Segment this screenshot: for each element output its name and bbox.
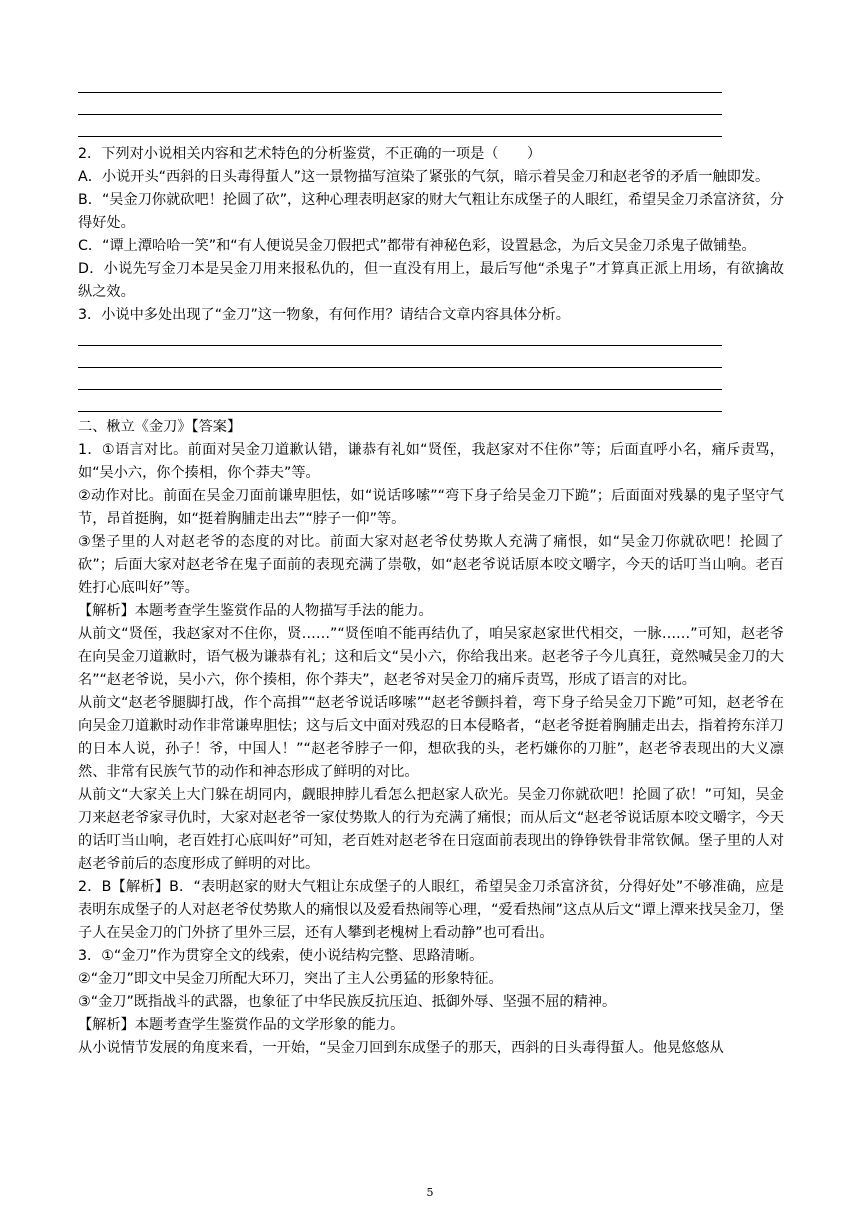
answer-line <box>78 92 722 93</box>
answer-paragraph: 从前文“大家关上大门躲在胡同内，觑眼抻脖儿看怎么把赵家人砍光。吴金刀你就砍吧！抡圆了砍！”可知，吴金刀来赵老爷家寻仇时，大家对赵老爷一家仗势欺人的行为充满了痛恨；而从后文“赵老爷说话原本咬文嚼字，今天的话叮当山响，老百姓打心底叫好”可知，老百姓对赵老爷在日寇面前表现出的铮铮铁骨非常钦佩。堡子里的人对赵老爷前后的态度形成了鲜明的对比。 <box>78 787 784 872</box>
answer-lines-q1 <box>78 92 784 137</box>
analysis-heading: 【解析】本题考查学生鉴赏作品的文学形象的能力。 <box>78 1017 405 1033</box>
document-page <box>78 78 784 1060</box>
answer-lines-q3 <box>78 345 784 412</box>
question-3 <box>78 304 784 327</box>
answer-line <box>78 367 722 368</box>
answer-line <box>78 411 722 412</box>
answer-paragraph: 2．B【解析】B．“表明赵家的财大气粗让东成堡子的人眼红，希望吴金刀杀富济贫，分得好处”不够准确，应是表明东成堡子的人对赵老爷仗势欺人的痛恨以及爱看热闹等心理，“爱看热闹”这点从后文“谭上潭来找吴金刀，堡子人在吴金刀的门外挤了里外三层，还有人攀到老槐树上看动静”也可看出。 <box>78 879 784 941</box>
question-2-stem: 2．下列对小说相关内容和艺术特色的分析鉴赏，不正确的一项是（ ） <box>78 146 542 162</box>
answer-line <box>78 345 722 346</box>
question-3-stem: 3．小说中多处出现了“金刀”这一物象，有何作用？请结合文章内容具体分析。 <box>78 307 570 323</box>
answer-paragraph: 1．①语言对比。前面对吴金刀道歉认错，谦恭有礼如“贤侄，我赵家对不住你”等；后面直呼小名，痛斥责骂，如“吴小六，你个揍相，你个莽夫”等。 <box>78 442 784 481</box>
answer-line <box>78 136 722 137</box>
answer-paragraph: 从小说情节发展的角度来看，一开始，“吴金刀回到东成堡子的那天，西斜的日头毒得蜇人。他晃悠悠从 <box>78 1040 724 1056</box>
answer-paragraph: ③“金刀”既指战斗的武器，也象征了中华民族反抗压迫、抵御外辱、坚强不屈的精神。 <box>78 994 617 1010</box>
option-a: A．小说开头“西斜的日头毒得蜇人”这一景物描写渲染了紧张的气氛，暗示着吴金刀和赵老爷的矛盾一触即发。 <box>78 169 770 185</box>
answer-paragraph: 从前文“贤侄，我赵家对不住你，贤……”“贤侄咱不能再结仇了，咱吴家赵家世代相交，一脉……”可知，赵老爷在向吴金刀道歉时，语气极为谦恭有礼；这和后文“吴小六，你给我出来。赵老爷子今儿真狂，竟然喊吴金刀的大名”“赵老爷说，吴小六，你个揍相，你个莽夫”，赵老爷对吴金刀的痛斥责骂，形成了语言的对比。 <box>78 626 784 688</box>
page-number: 5 <box>426 1186 434 1199</box>
answer-paragraph: ②动作对比。前面在吴金刀面前谦卑胆怯，如“说话哆嗦”“弯下身子给吴金刀下跪”；后面面对残暴的鬼子坚守气节，昂首挺胸，如“挺着胸脯走出去”“脖子一仰”等。 <box>78 488 784 527</box>
option-b: B．“吴金刀你就砍吧！抡圆了砍”，这种心理表明赵家的财大气粗让东成堡子的人眼红，希望吴金刀杀富济贫，分得好处。 <box>78 192 784 231</box>
option-d: D．小说先写金刀本是吴金刀用来报私仇的，但一直没有用上，最后写他“杀鬼子”才算真正派上用场，有欲擒故纵之效。 <box>78 261 784 300</box>
answer-paragraph: 从前文“赵老爷腿脚打战，作个高揖”“赵老爷说话哆嗦”“赵老爷颤抖着，弯下身子给吴金刀下跪”可知，赵老爷在向吴金刀道歉时动作非常谦卑胆怯；这与后文中面对残忍的日本侵略者，“赵老爷挺着胸脯走出去，指着挎东洋刀的日本人说，孙子！爷，中国人！”“赵老爷脖子一仰，想砍我的头，老朽嫌你的刀脏”，赵老爷表现出的大义凛然、非常有民族气节的动作和神态形成了鲜明的对比。 <box>78 695 784 780</box>
answer-paragraph: ③堡子里的人对赵老爷的态度的对比。前面大家对赵老爷仗势欺人充满了痛恨，如“吴金刀你就砍吧！抡圆了砍”；后面大家对赵老爷在鬼子面前的表现充满了崇敬，如“赵老爷说话原本咬文嚼字，今天的话叮当山响。老百姓打心底叫好”等。 <box>78 534 784 596</box>
section-title: 二、楸立《金刀》【答案】 <box>78 419 242 435</box>
option-c: C．“谭上潭哈哈一笑”和“有人便说吴金刀假把式”都带有神秘色彩，设置悬念，为后文吴金刀杀鬼子做铺垫。 <box>78 238 756 254</box>
question-2 <box>78 143 784 304</box>
answer-line <box>78 114 722 115</box>
answer-section <box>78 416 784 1060</box>
answer-line <box>78 389 722 390</box>
analysis-heading: 【解析】本题考查学生鉴赏作品的人物描写手法的能力。 <box>78 603 433 619</box>
answer-paragraph: ②“金刀”即文中吴金刀所配大环刀，突出了主人公勇猛的形象特征。 <box>78 971 503 987</box>
answer-paragraph: 3．①“金刀”作为贯穿全文的线索，使小说结构完整、思路清晰。 <box>78 948 484 964</box>
